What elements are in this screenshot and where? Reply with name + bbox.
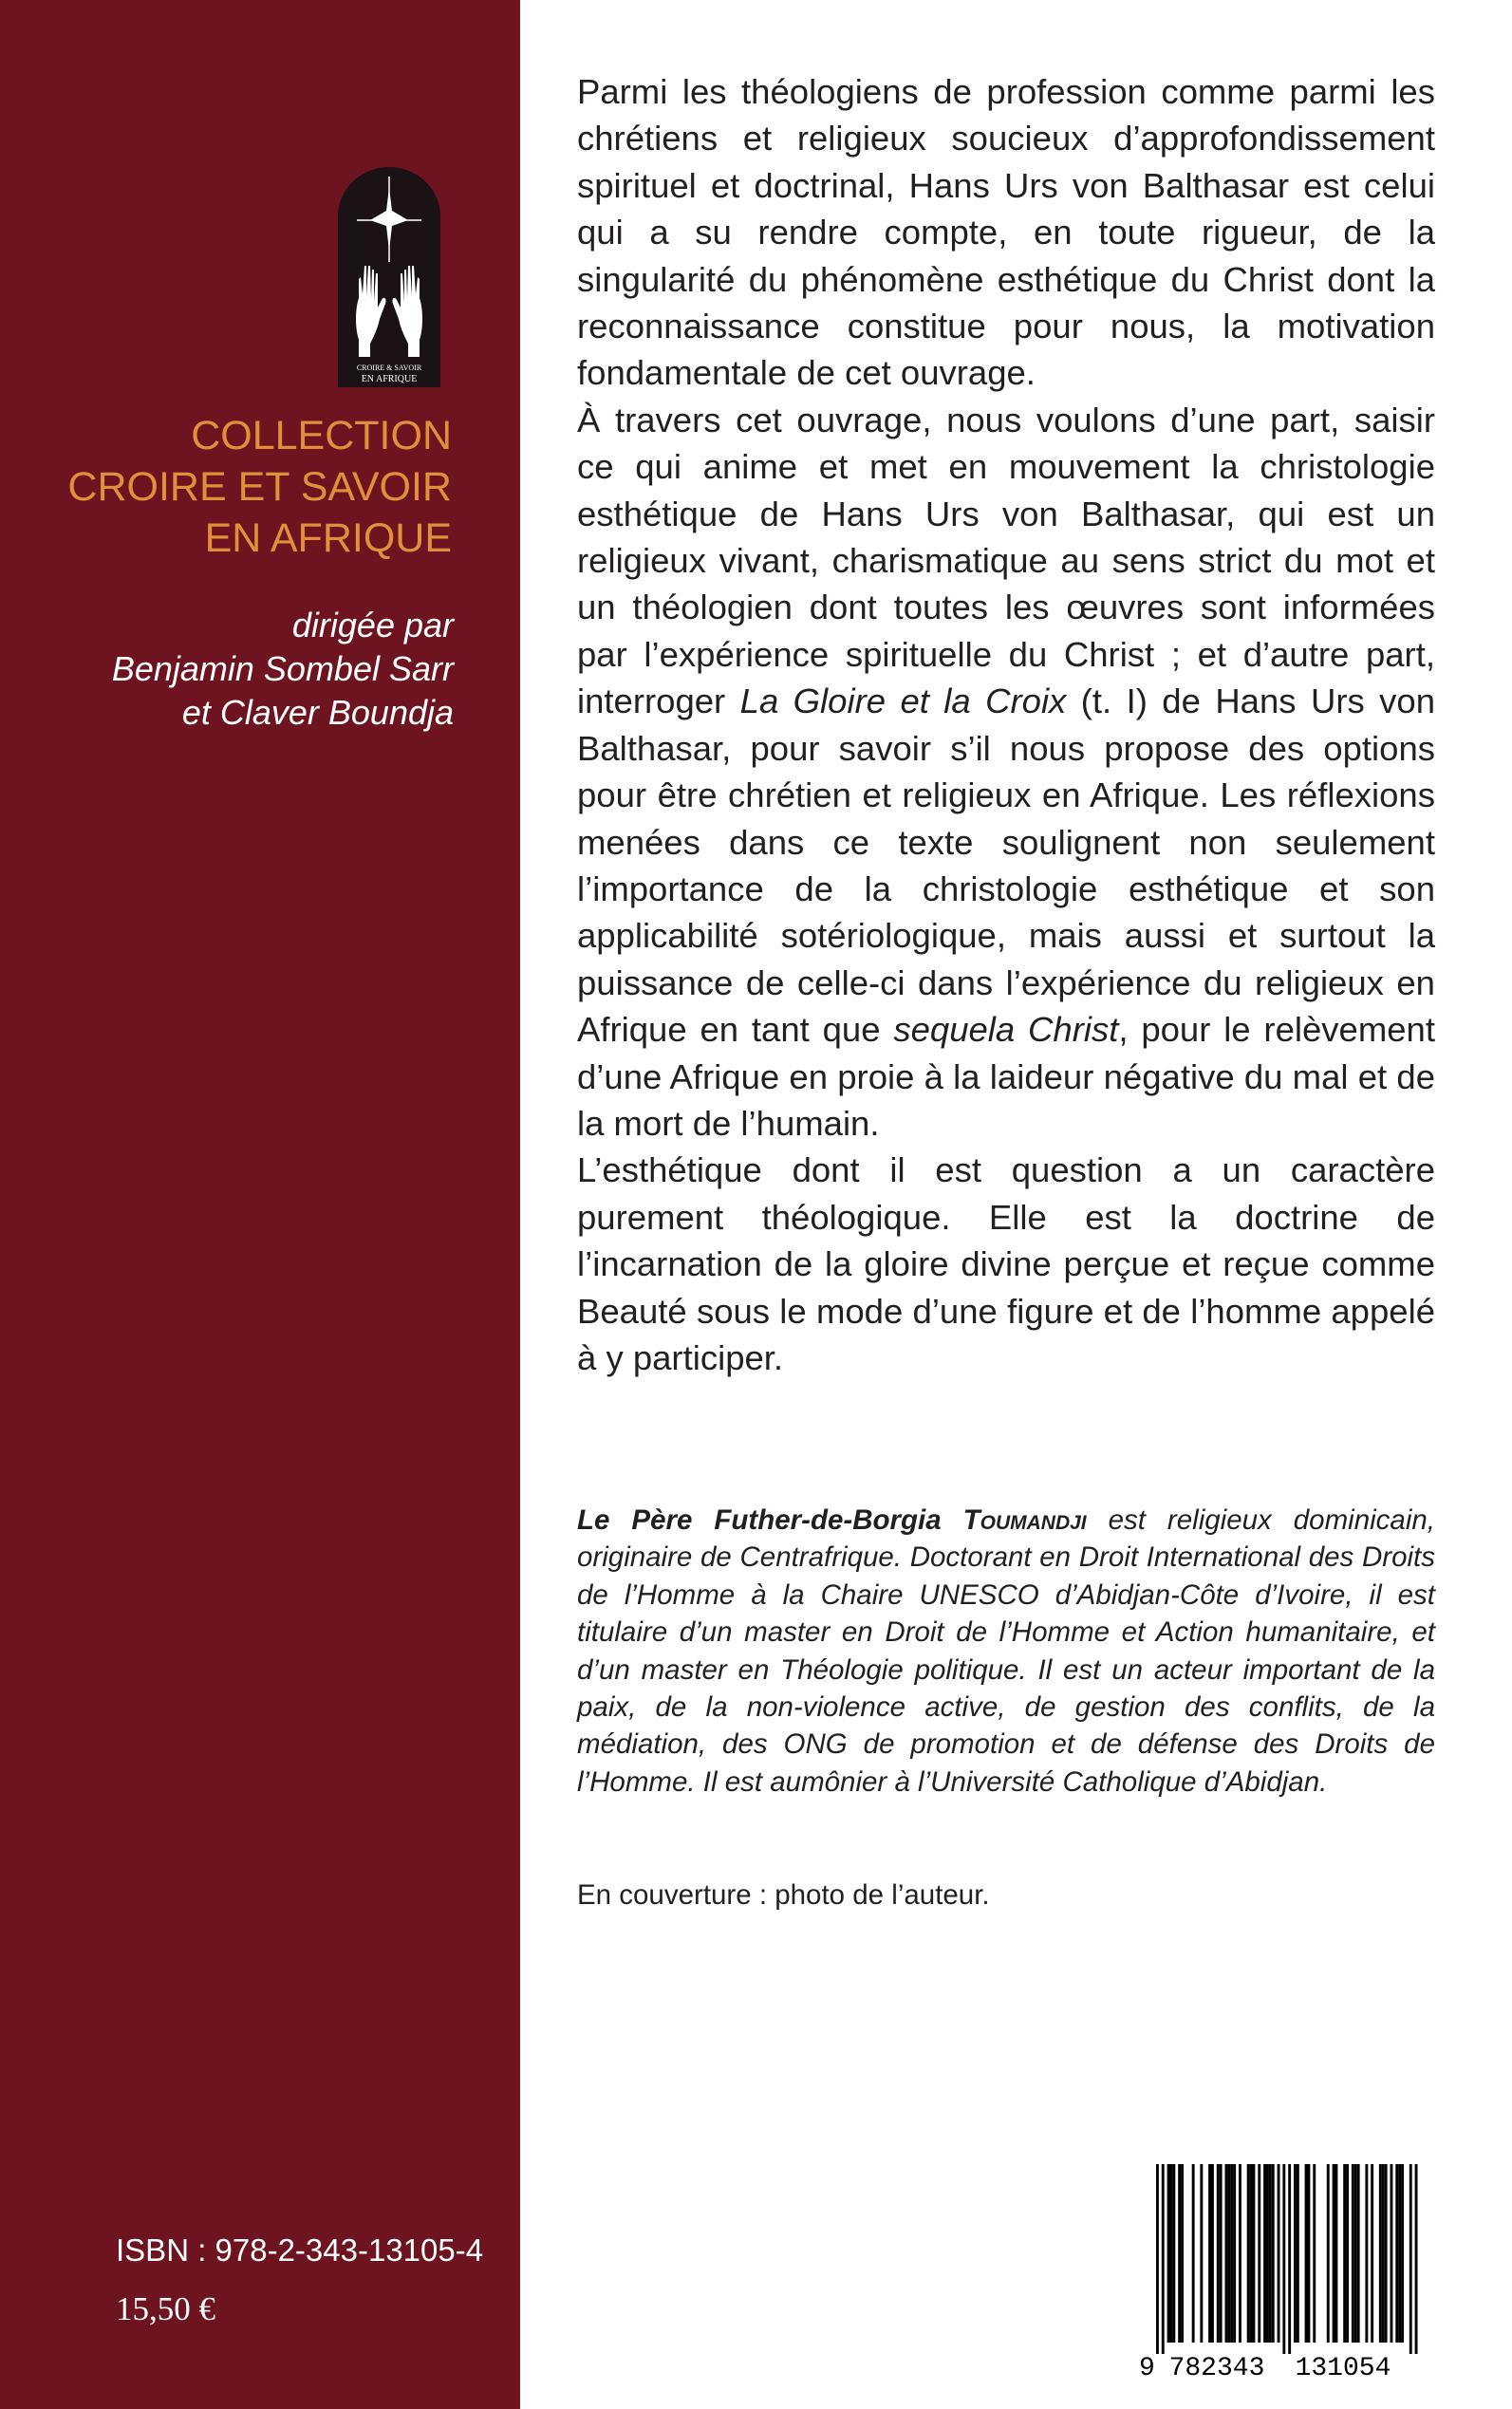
- barcode-bar: [1227, 2164, 1230, 2343]
- barcode-bar: [1357, 2164, 1360, 2343]
- latin-phrase-italic: sequela Christ: [893, 1010, 1119, 1050]
- barcode-bar: [1371, 2164, 1373, 2343]
- barcode-digit-first: 9: [1139, 2354, 1155, 2381]
- barcode-bar: [1233, 2164, 1236, 2343]
- barcode-bar: [1266, 2164, 1269, 2343]
- barcode-bar: [1200, 2164, 1203, 2343]
- barcode-bar: [1305, 2164, 1308, 2343]
- paragraph-3: L’esthétique dont il est question a un caractère purement théologique. Elle est la doctrine de l’incarnation de la gloire divine perçue et reçue comme Beauté sous le mode d’une figure et de l’homme appelé à y participer.: [577, 1150, 1435, 1377]
- paragraph-2-part-1: À travers cet ouvrage, nous voulons d’une part, saisir ce qui anime et met en mouvement la christologie esthétique de Hans Urs von Balthasar, qui est un religieux vivant, charismatique au sens strict du mot et un théologien dont toutes les œuvres sont informées par l’expérience spirituelle du Christ ; et d’autre part, interroger: [577, 400, 1435, 721]
- barcode-bar: [1352, 2164, 1354, 2343]
- barcode-bar: [1272, 2164, 1275, 2343]
- barcode-bar: [1269, 2164, 1272, 2343]
- barcode-bar: [1333, 2164, 1335, 2343]
- barcode-bar: [1409, 2164, 1412, 2354]
- barcode-bar: [1379, 2164, 1382, 2343]
- barcode-bar: [1282, 2164, 1285, 2354]
- barcode-bar: [1162, 2164, 1165, 2354]
- logo-text-line1: CROIRE & SAVOIR: [356, 364, 422, 372]
- barcode-bar: [1230, 2164, 1233, 2343]
- logo-text-line2: EN AFRIQUE: [361, 374, 418, 384]
- isbn-label: ISBN : 978-2-343-13105-4: [116, 2232, 484, 2268]
- barcode-bar: [1308, 2164, 1311, 2343]
- barcode-bar: [1297, 2164, 1299, 2343]
- author-name: [577, 1504, 1087, 1536]
- book-title-italic: La Gloire et la Croix: [739, 682, 1067, 721]
- collection-title: [15, 410, 452, 564]
- cover-credit: En couverture : photo de l’auteur.: [577, 1879, 990, 1911]
- barcode-bar: [1313, 2164, 1316, 2343]
- barcode-bar: [1208, 2164, 1211, 2343]
- barcode-bar: [1401, 2164, 1404, 2343]
- paragraph-1: Parmi les théologiens de profession comme parmi les chrétiens et religieux soucieux d’approfondissement spirituel et doctrinal, Hans Urs von Balthasar est celui qui a su rendre compte, en toute rigueur, de la singularité du phénomène esthétique du Christ dont la reconnaissance constitue pour nous, la motivation fondamentale de cet ouvrage.: [577, 72, 1435, 393]
- barcode-bar: [1220, 2164, 1223, 2343]
- isbn-barcode: [1135, 2160, 1429, 2381]
- barcode-bar: [1278, 2164, 1280, 2343]
- barcode-bar: [1258, 2164, 1260, 2343]
- barcode-bar: [1327, 2164, 1330, 2343]
- paragraph-2-part-3: , pour le relèvement d’une Afrique en proie à la laideur négative du mal et de la mort de l’humain.: [577, 1010, 1435, 1143]
- barcode-bar: [1385, 2164, 1388, 2343]
- barcode-bar: [1156, 2164, 1159, 2354]
- collection-title-line2: CROIRE ET SAVOIR: [67, 464, 452, 510]
- collection-logo: [338, 167, 440, 387]
- star-hands-icon: [338, 167, 440, 387]
- editors-line2: Benjamin Sombel Sarr: [111, 649, 454, 688]
- paragraph-2-part-2: (t. I) de Hans Urs von Balthasar, pour savoir s’il nous propose des options pour être chrétien et religieux en Afrique. Les réflexions menées dans ce texte soulignent non seulement l’importance de la christologie esthétique et son applicabilité sotériologique, mais aussi et surtout la puissance de celle-ci dans l’expérience du religieux en Afrique en tant que: [577, 682, 1435, 1050]
- back-cover-text: [577, 68, 1435, 1381]
- barcode-bar: [1395, 2164, 1398, 2343]
- barcode-bar: [1253, 2164, 1256, 2343]
- sidebar-panel: [0, 0, 520, 2409]
- barcode-bar: [1247, 2164, 1250, 2343]
- barcode-bar: [1382, 2164, 1385, 2343]
- barcode-bar: [1211, 2164, 1214, 2343]
- barcode-bar: [1354, 2164, 1357, 2343]
- barcode-bar: [1181, 2164, 1184, 2343]
- paragraph-2: [577, 397, 1435, 1148]
- barcode-bar: [1250, 2164, 1253, 2343]
- barcode-bar: [1346, 2164, 1349, 2343]
- barcode-bar: [1170, 2164, 1173, 2343]
- collection-editors: [17, 604, 454, 735]
- barcode-digits-right: 131054: [1295, 2354, 1391, 2381]
- barcode-bar: [1178, 2164, 1181, 2343]
- price-label: 15,50 €: [116, 2290, 215, 2327]
- barcode-bar: [1217, 2164, 1220, 2343]
- barcode-bar: [1335, 2164, 1338, 2343]
- barcode-bar: [1343, 2164, 1346, 2343]
- barcode-bar: [1225, 2164, 1228, 2343]
- barcode-digits-left: 782343: [1168, 2354, 1265, 2381]
- barcode-bar: [1167, 2164, 1170, 2343]
- author-surname: Toumandji: [962, 1504, 1087, 1536]
- collection-title-line1: COLLECTION: [191, 413, 452, 458]
- author-bio: [577, 1502, 1435, 1801]
- barcode-bar: [1365, 2164, 1368, 2343]
- barcode-bar: [1263, 2164, 1266, 2343]
- barcode-bar: [1294, 2164, 1297, 2343]
- barcode-bar: [1391, 2164, 1393, 2343]
- editors-line3: et Claver Boundja: [181, 693, 454, 732]
- author-bio-text: est religieux dominicain, originaire de Centrafrique. Doctorant en Droit International des Droits de l’Homme à la Chaire UNESCO d’Abidjan-Côte d’Ivoire, il est titulaire d’un master en Droit de l’Homme et Action humanitaire, et d’un master en Théologie politique. Il est un acteur important de la paix, de la non-violence active, de gestion des conflits, de la médiation, des ONG de promotion et de défense des Droits de l’Homme. Il est aumônier à l’Université Catholique d’Abidjan.: [577, 1504, 1435, 1798]
- collection-title-line3: EN AFRIQUE: [204, 515, 452, 561]
- barcode-bar: [1239, 2164, 1241, 2343]
- editors-line1: dirigée par: [291, 606, 454, 644]
- barcode-graphic: [1135, 2160, 1429, 2381]
- barcode-bar: [1172, 2164, 1175, 2343]
- barcode-bar: [1288, 2164, 1291, 2354]
- barcode-bar: [1415, 2164, 1418, 2354]
- author-given-name: Le Père Futher-de-Borgia: [577, 1504, 963, 1536]
- barcode-bar: [1192, 2164, 1195, 2343]
- barcode-bar: [1398, 2164, 1401, 2343]
